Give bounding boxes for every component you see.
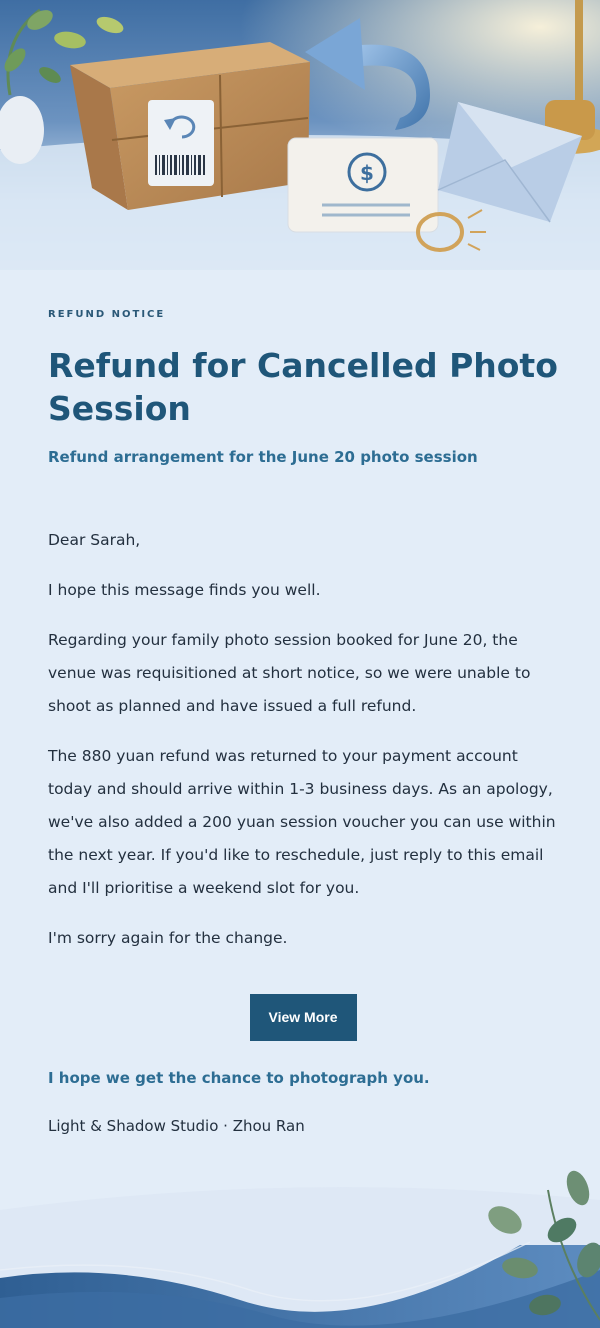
hero-illustration — [0, 0, 600, 270]
greeting: Dear Sarah, — [48, 531, 141, 549]
parcel-icon — [70, 42, 310, 210]
paragraph: Regarding your family photo session booked for June 20, the venue was requisitioned at short notice, so we were unable to shoot as planned and have issued a full refund. — [48, 631, 531, 715]
view-more-button[interactable]: View More — [250, 994, 357, 1041]
closing-line: I hope we get the chance to photograph you. — [48, 1069, 430, 1087]
eyebrow-label: REFUND NOTICE — [48, 309, 166, 320]
dollar-refund-icon — [288, 138, 438, 232]
paragraph: I hope this message finds you well. — [48, 581, 321, 599]
button-row — [48, 994, 558, 1041]
message-body — [48, 524, 558, 955]
email-body — [48, 300, 558, 1137]
svg-text:$: $ — [360, 161, 374, 185]
paragraph: The 880 yuan refund was returned to your payment account today and should arrive within 1-3 business days. As an apology, we've also added a 200 yuan session voucher you can use within the next year. If you'd like to reschedule, just reply to this email and I'll prioritise a weekend slot for you. — [48, 747, 556, 897]
email-title: Refund for Cancelled Photo Session — [48, 346, 558, 428]
paragraph: I'm sorry again for the change. — [48, 929, 288, 947]
footer-decoration — [0, 1150, 600, 1328]
signature: Light & Shadow Studio · Zhou Ran — [48, 1117, 305, 1135]
email-subtitle: Refund arrangement for the June 20 photo session — [48, 448, 478, 466]
